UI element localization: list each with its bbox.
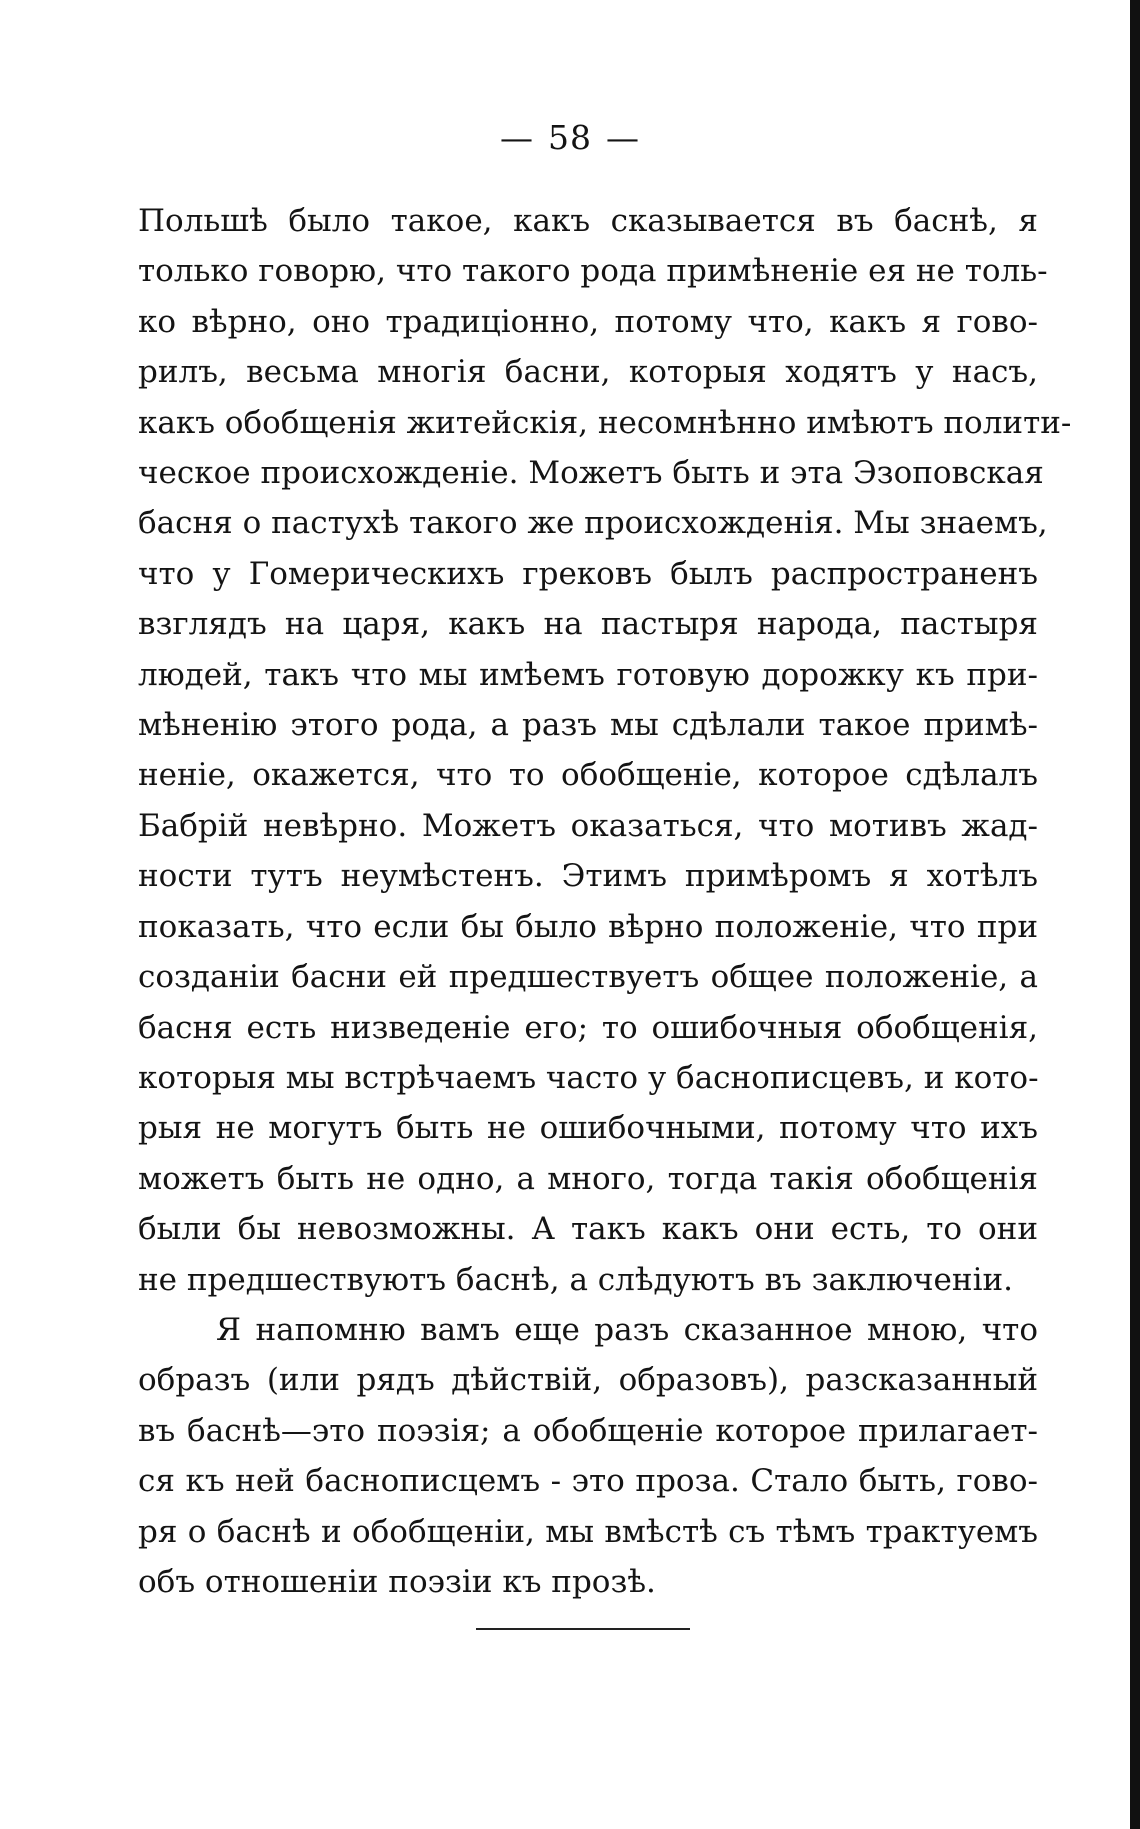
text-line: ности тутъ неумѣстенъ. Этимъ примѣромъ я хотѣлъ [138, 858, 1038, 895]
header-dash-right: — [606, 118, 640, 157]
header-dash-left: — [500, 118, 534, 157]
text-line: взглядъ на царя, какъ на пастыря народа, пастыря [138, 606, 1038, 643]
text-line: въ баснѣ—это поэзія; а обобщеніе которое прилагает- [138, 1412, 1038, 1449]
text-line: басня есть низведеніе его; то ошибочныя обобщенія, [138, 1009, 1038, 1046]
body-text [138, 196, 1072, 1607]
text-line: что у Гомерическихъ грековъ былъ распространенъ [138, 555, 1038, 592]
text-line: рилъ, весьма многія басни, которыя ходятъ у насъ, [138, 354, 1038, 391]
text-line: рыя не могутъ быть не ошибочными, потому что ихъ [138, 1110, 1038, 1147]
text-line: людей, такъ что мы имѣемъ готовую дорожку къ при- [138, 656, 1038, 693]
text-line: ся къ ней баснописцемъ - это проза. Стало быть, гово- [138, 1463, 1038, 1500]
text-line: какъ обобщенія житейскія, несомнѣнно имѣютъ полити- [138, 404, 1072, 441]
text-line: неніе, окажется, что то обобщеніе, которое сдѣлалъ [138, 757, 1038, 794]
text-line: Бабрій невѣрно. Можетъ оказаться, что мотивъ жад- [138, 807, 1038, 844]
text-line: созданіи басни ей предшествуетъ общее положеніе, а [138, 959, 1038, 996]
text-line: ко вѣрно, оно традиціонно, потому что, какъ я гово- [138, 303, 1038, 340]
text-line: которыя мы встрѣчаемъ часто у баснописцевъ, и кото- [138, 1059, 1039, 1096]
text-line: не предшествуютъ баснѣ, а слѣдуютъ въ заключеніи. [138, 1261, 1013, 1298]
text-line: можетъ быть не одно, а много, тогда такія обобщенія [138, 1160, 1038, 1197]
text-line: объ отношеніи поэзіи къ прозѣ. [138, 1563, 656, 1600]
text-line: показать, что если бы было вѣрно положеніе, что при [138, 908, 1038, 945]
text-line: только говорю, что такого рода примѣненіе ея не толь- [138, 253, 1048, 290]
text-line: Польшѣ было такое, какъ сказывается въ баснѣ, я [138, 203, 1038, 239]
text-line: Я напомню вамъ еще разъ сказанное мною, что [216, 1311, 1038, 1348]
text-line: образъ (или рядъ дѣйствій, образовъ), разсказанный [138, 1362, 1038, 1399]
page-number: 58 [548, 118, 592, 157]
text-line: басня о пастухѣ такого же происхожденія. Мы знаемъ, [138, 505, 1048, 542]
text-line: мѣненію этого рода, а разъ мы сдѣлали такое примѣ- [138, 707, 1038, 744]
text-line: были бы невозможны. А такъ какъ они есть, то они [138, 1211, 1038, 1248]
end-rule [476, 1628, 690, 1630]
text-line: ря о баснѣ и обобщеніи, мы вмѣстѣ съ тѣмъ трактуемъ [138, 1513, 1038, 1550]
page-edge [1130, 0, 1140, 1829]
text-line: ческое происхожденіе. Можетъ быть и эта Эзоповская [138, 455, 1044, 492]
page-number-header [0, 118, 1140, 157]
